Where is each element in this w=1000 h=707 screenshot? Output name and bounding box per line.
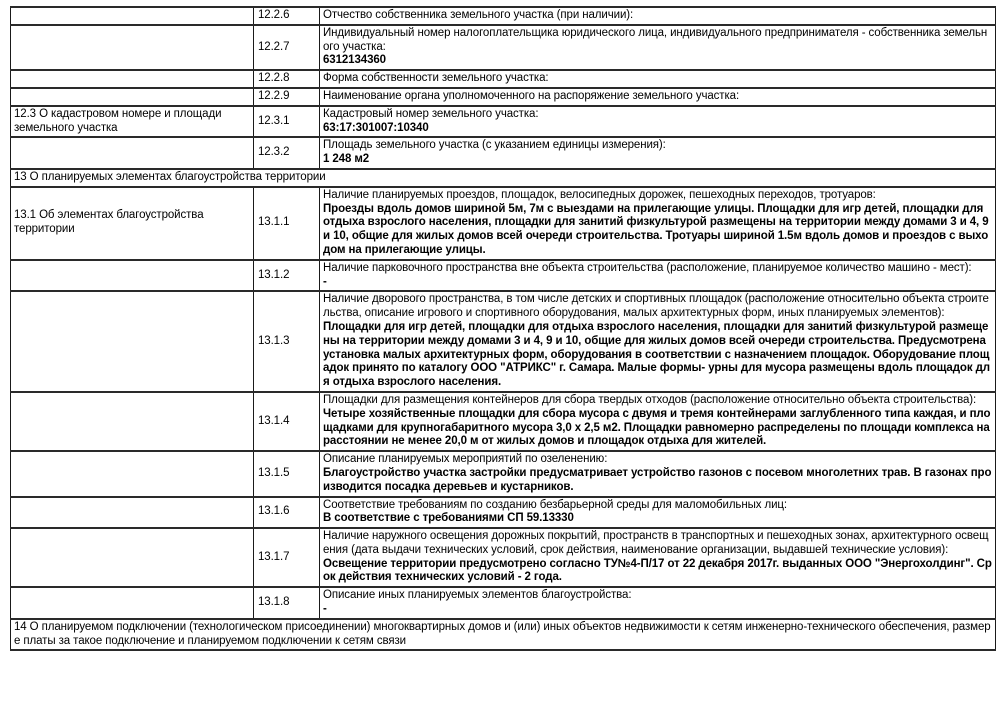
row-item-number: 13.1.5	[254, 451, 320, 496]
row-content-cell	[320, 25, 996, 70]
row-item-number: 13.1.6	[254, 497, 320, 529]
row-answer: Благоустройство участка застройки предусматривает устройство газонов с посевом многолетних трав. В газонах производится посадка деревьев и кустарников.	[323, 466, 992, 493]
row-question: Кадастровый номер земельного участка:	[323, 107, 539, 120]
section-header-title: 13 О планируемых элементах благоустройства территории	[11, 169, 996, 187]
row-content-cell	[320, 392, 996, 451]
row-question: Описание планируемых мероприятий по озеленению:	[323, 453, 608, 466]
table-row	[11, 260, 996, 292]
row-content-cell	[320, 451, 996, 496]
row-answer: 1 248 м2	[323, 153, 370, 166]
row-question: Наличие планируемых проездов, площадок, велосипедных дорожек, пешеходных переходов, тротуаров:	[323, 188, 876, 201]
row-category-cell: 12.3 О кадастровом номере и площади земельного участка	[11, 106, 254, 138]
row-category-cell	[11, 451, 254, 496]
row-item-number: 13.1.1	[254, 187, 320, 260]
row-question: Площадки для размещения контейнеров для сбора твердых отходов (расположение относительно объекта строительства):	[323, 393, 977, 406]
row-content-cell	[320, 137, 996, 169]
row-category-cell	[11, 7, 254, 25]
row-content-cell	[320, 497, 996, 529]
row-question: Отчество собственника земельного участка (при наличии):	[323, 9, 634, 21]
table-row	[11, 137, 996, 169]
row-answer: 63:17:301007:10340	[323, 121, 429, 134]
row-category-cell	[11, 88, 254, 106]
row-answer: В соответствие с требованиями СП 59.13330	[323, 512, 574, 525]
table-row	[11, 25, 996, 70]
project-declaration-table	[10, 6, 996, 651]
table-row	[11, 88, 996, 106]
row-question: Форма собственности земельного участка:	[323, 72, 549, 85]
row-item-number: 12.2.9	[254, 88, 320, 106]
row-answer: -	[323, 275, 327, 288]
row-answer: Площадки для игр детей, площадки для отдыха взрослого населения, площадки для занитий физкультурой размещены на территории между домами 3 и 4, 9 и 10, общие для жилых домов всей очереди строительства. Предусмотрена установка малых архитектурных форм, оборудования в соответствии с назначением площадок. Оборудование площадок принято по каталогу ООО "АТРИКС" г. Самара. Малые формы- урны для мусора размещены вдоль площадок для отдыха взрослого населения.	[323, 320, 991, 389]
row-content-cell	[320, 528, 996, 587]
row-answer: Проезды вдоль домов шириной 5м, 7м с выездами на прилегающие улицы. Площадки для игр детей, площадки для отдыха взрослого населения, площадки для занитий физкультурой размещены на территории между домами 3 и 4, 9 и 10, общие для жилых домов всей очереди строительства. Тротуары шириной 1.5м вдоль домов и проездов с выходом на прилегающие улицы.	[323, 202, 989, 256]
row-item-number: 12.3.2	[254, 137, 320, 169]
table-row	[11, 392, 996, 451]
row-question: Площадь земельного участка (с указанием единицы измерения):	[323, 139, 666, 152]
row-question: Индивидуальный номер налогоплательщика юридического лица, индивидуального предпринимателя - собственника земельного участка:	[323, 26, 988, 53]
table-row	[11, 7, 996, 25]
row-category-cell	[11, 291, 254, 392]
row-category-cell	[11, 70, 254, 88]
row-content-cell	[320, 291, 996, 392]
row-question: Наличие парковочного пространства вне объекта строительства (расположение, планируемое количество машино - мест):	[323, 261, 972, 274]
row-content-cell	[320, 106, 996, 138]
table-row	[11, 70, 996, 88]
row-category-cell	[11, 137, 254, 169]
table-row	[11, 528, 996, 587]
row-content-cell	[320, 260, 996, 292]
row-question: Наличие наружного освещения дорожных покрытий, пространств в транспортных и пешеходных зонах, архитектурного освещения (дата выдачи технических условий, срок действия, наименование организации, выдавшей технические условия):	[323, 530, 989, 556]
row-answer: Четыре хозяйственные площадки для сбора мусора с двумя и тремя контейнерами заглубленного типа каждая, и площадками для крупногабаритного мусора 3,0 х 2,5 м2. Площадки равномерно распределены по площади комплекса на расстоянии не менее 20,0 м от жилых домов и площадок отдыха для жителей.	[323, 407, 991, 448]
section-header-row	[11, 619, 996, 651]
row-item-number: 12.2.7	[254, 25, 320, 70]
row-category-cell	[11, 528, 254, 587]
row-category-cell	[11, 587, 254, 619]
row-item-number: 12.3.1	[254, 106, 320, 138]
table-row	[11, 187, 996, 260]
row-question: Наименование органа уполномоченного на распоряжение земельного участка:	[323, 89, 740, 102]
table-row	[11, 106, 996, 138]
row-category-cell	[11, 260, 254, 292]
row-item-number: 12.2.6	[254, 7, 320, 25]
row-answer: 6312134360	[323, 54, 386, 67]
row-content-cell	[320, 7, 996, 25]
row-question: Описание иных планируемых элементов благоустройства:	[323, 589, 632, 602]
row-item-number: 13.1.3	[254, 291, 320, 392]
section-header-row	[11, 169, 996, 187]
row-item-number: 13.1.7	[254, 528, 320, 587]
row-category-cell	[11, 392, 254, 451]
table-row	[11, 291, 996, 392]
table-row	[11, 451, 996, 496]
row-category-cell	[11, 25, 254, 70]
table-row	[11, 497, 996, 529]
section-header-title: 14 О планируемом подключении (технологическом присоединении) многоквартирных домов и (или) иных объектов недвижимости к сетям инженерно-технического обеспечения, размере платы за такое подключение и планируемом подключении к сетям связи	[11, 619, 996, 651]
row-answer: -	[323, 603, 327, 616]
row-content-cell	[320, 88, 996, 106]
declaration-table-body	[11, 7, 996, 650]
row-content-cell	[320, 187, 996, 260]
row-question: Соответствие требованиям по созданию безбарьерной среды для маломобильных лиц:	[323, 498, 787, 511]
row-question: Наличие дворового пространства, в том числе детских и спортивных площадок (расположение относительно объекта строительства, описание игрового и спортивного оборудования, малых архитектурных форм, иных планируемых элементов):	[323, 293, 989, 320]
row-item-number: 13.1.8	[254, 587, 320, 619]
row-content-cell	[320, 587, 996, 619]
table-row	[11, 587, 996, 619]
row-category-cell	[11, 497, 254, 529]
row-answer: Освещение территории предусмотрено согласно ТУ№4-П/17 от 22 декабря 2017г. выданных ООО "Энергохолдинг". Срок действия технических условий - 2 года.	[323, 557, 992, 584]
row-category-cell: 13.1 Об элементах благоустройства территории	[11, 187, 254, 260]
row-content-cell	[320, 70, 996, 88]
row-item-number: 13.1.4	[254, 392, 320, 451]
row-item-number: 12.2.8	[254, 70, 320, 88]
row-item-number: 13.1.2	[254, 260, 320, 292]
